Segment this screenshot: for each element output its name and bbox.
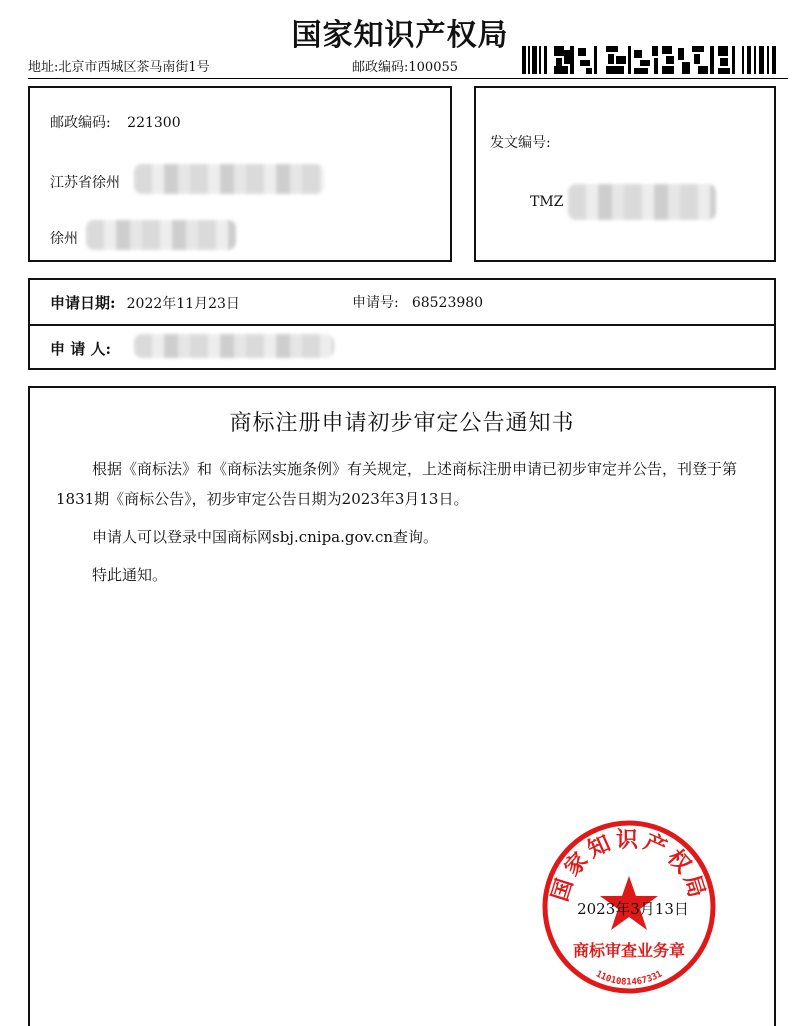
redacted-address-2 (86, 220, 236, 250)
notice-paragraph-1: 根据《商标法》和《商标法实施条例》有关规定，上述商标注册申请已初步审定并公告，刊登于第1831期《商标公告》，初步审定公告日期为2023年3月13日。 (56, 460, 738, 508)
application-number-label: 申请号: (352, 295, 399, 311)
application-info-divider (28, 324, 776, 326)
document-number-box (474, 86, 776, 262)
office-title: 国家知识产权局 (291, 18, 509, 53)
recipient-address-line2 (50, 228, 78, 248)
redacted-address-1 (134, 164, 324, 194)
recipient-box (28, 86, 452, 262)
seal-date: 2023年3月13日 (577, 900, 689, 918)
redacted-applicant (134, 334, 334, 358)
notice-paragraph-3: 特此通知。 (92, 566, 168, 584)
recipient-postcode (50, 112, 181, 132)
barcode (522, 46, 778, 74)
office-address: 地址:北京市西城区茶马南街1号 (28, 60, 210, 75)
applicant-row (50, 338, 111, 359)
svg-text:商标审查业务章: 商标审查业务章 (572, 941, 686, 960)
redacted-doc-number (568, 184, 716, 220)
doc-number-value: TMZ (530, 194, 564, 210)
application-number-value: 68523980 (411, 295, 484, 311)
application-number-row (352, 292, 483, 312)
header-rule (28, 78, 788, 79)
applicant-label: 申 请 人: (50, 340, 111, 358)
application-date-row (50, 292, 240, 313)
recipient-postcode-label: 邮政编码: (50, 115, 111, 131)
notice-paragraph-2: 申请人可以登录中国商标网sbj.cnipa.gov.cn查询。 (92, 528, 439, 546)
doc-number-label: 发文编号: (490, 135, 551, 151)
recipient-address-line1-text: 江苏省徐州 (50, 175, 120, 191)
recipient-postcode-value: 221300 (127, 115, 181, 131)
notice-title: 商标注册申请初步审定公告通知书 (229, 411, 575, 436)
application-date-label: 申请日期: (50, 294, 116, 312)
svg-text:国家知识产权局: 国家知识产权局 (547, 827, 711, 905)
recipient-address-line2-text: 徐州 (50, 231, 78, 247)
svg-text:1101081467331: 1101081467331 (593, 969, 665, 988)
application-date-value: 2022年11月23日 (126, 296, 240, 312)
office-postal-code: 邮政编码:100055 (352, 60, 459, 75)
recipient-address-line1 (50, 172, 120, 192)
